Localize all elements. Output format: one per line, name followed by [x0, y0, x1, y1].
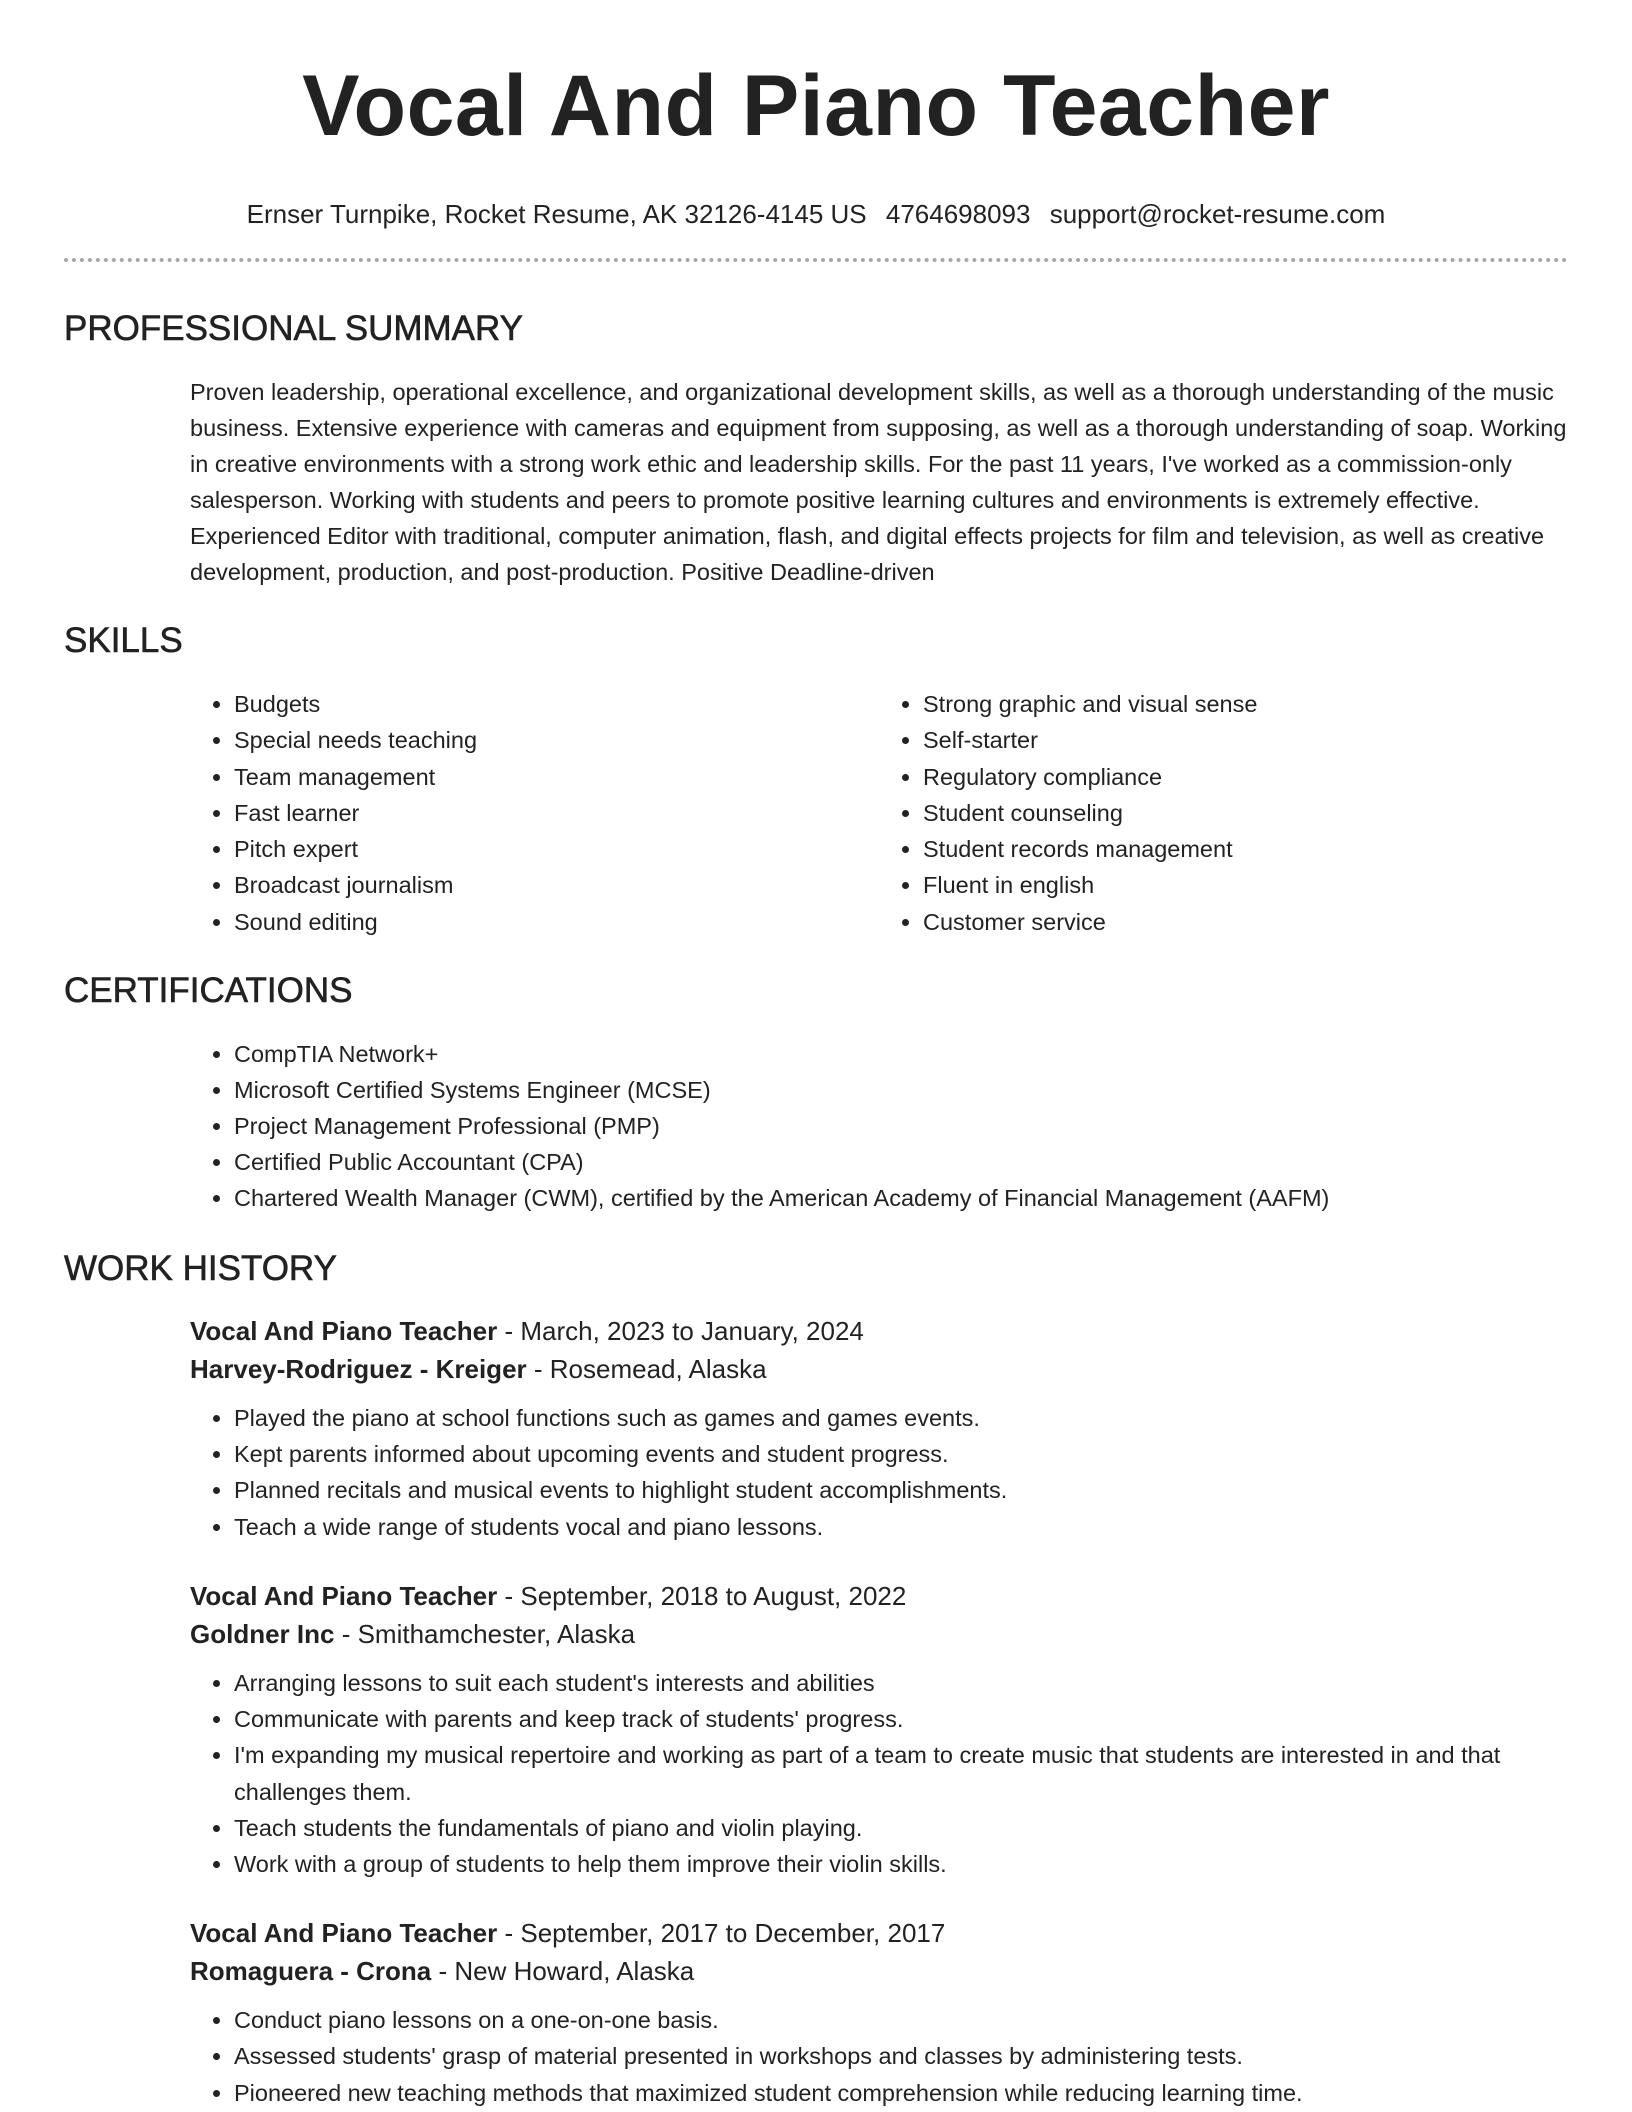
skill-item: • Customer service — [923, 904, 1568, 940]
certification-item: • Microsoft Certified Systems Engineer (MCSE) — [234, 1072, 1568, 1108]
job-bullet: • Teach a wide range of students vocal and piano lessons. — [234, 1509, 1568, 1545]
job-bullet: • Conduct piano lessons on a one-on-one basis. — [234, 2002, 1568, 2038]
summary-section — [64, 308, 1568, 590]
job-bullets — [190, 2002, 1568, 2111]
job-bullet: • Teach students the fundamentals of piano and violin playing. — [234, 1810, 1568, 1846]
job-bullets — [190, 1665, 1568, 1882]
skills-title: SKILLS — [64, 621, 183, 660]
job-role: Vocal And Piano Teacher — [190, 1918, 498, 1949]
job-bullet: • Pioneered new teaching methods that maximized student comprehension while reducing learning time. — [234, 2075, 1568, 2111]
job-company: Romaguera - Crona — [190, 1956, 432, 1987]
job-bullet: • Communicate with parents and keep track of students' progress. — [234, 1701, 1568, 1737]
job-title-line — [190, 1312, 1568, 1350]
header-divider — [64, 258, 1568, 262]
skills-left-column — [190, 686, 879, 940]
certification-item: • Project Management Professional (PMP) — [234, 1108, 1568, 1144]
skill-item: • Special needs teaching — [234, 722, 879, 758]
certifications-title: CERTIFICATIONS — [64, 971, 353, 1011]
job-bullet: • Planned recitals and musical events to highlight student accomplishments. — [234, 1472, 1568, 1508]
skills-right-column — [879, 686, 1568, 940]
job-role: Vocal And Piano Teacher — [190, 1316, 498, 1347]
job-company-line — [190, 1350, 1568, 1388]
work-history-section — [64, 1248, 1568, 2111]
skill-item: • Team management — [234, 759, 879, 795]
job-dates: - September, 2018 to August, 2022 — [497, 1580, 907, 1611]
job-dates: - March, 2023 to January, 2024 — [497, 1316, 864, 1347]
job-entry — [190, 1577, 1568, 1882]
job-entry — [190, 1312, 1568, 1545]
job-bullet: • Kept parents informed about upcoming events and student progress. — [234, 1436, 1568, 1472]
job-location: - New Howard, Alaska — [431, 1956, 695, 1987]
skill-item: • Student records management — [923, 831, 1568, 867]
skills-columns — [190, 686, 1568, 940]
summary-title: PROFESSIONAL SUMMARY — [64, 309, 523, 348]
job-bullet: • I'm expanding my musical repertoire and working as part of a team to create music that students are interested in and that challenges them. — [234, 1737, 1568, 1809]
contact-email: support@rocket-resume.com — [1049, 199, 1386, 229]
resume-name: Vocal And Piano Teacher — [302, 58, 1330, 154]
certifications-list — [190, 1036, 1568, 1216]
certification-item: • Certified Public Accountant (CPA) — [234, 1144, 1568, 1180]
job-title-line — [190, 1577, 1568, 1615]
skill-item: • Regulatory compliance — [923, 759, 1568, 795]
job-title-line — [190, 1914, 1568, 1952]
job-company: Goldner Inc — [190, 1618, 335, 1649]
skill-item: • Fast learner — [234, 795, 879, 831]
skill-item: • Fluent in english — [923, 867, 1568, 903]
skills-section — [64, 620, 1568, 940]
job-location: - Rosemead, Alaska — [526, 1354, 767, 1385]
skill-item: • Sound editing — [234, 904, 879, 940]
contact-address: Ernser Turnpike, Rocket Resume, AK 32126-4145 US — [246, 199, 867, 229]
contact-phone: 4764698093 — [885, 199, 1031, 229]
job-dates: - September, 2017 to December, 2017 — [497, 1918, 946, 1949]
summary-text: Proven leadership, operational excellence, and organizational development skills, as well as a thorough understanding of the music business. Extensive experience with cameras and equipment from supposing, as well as a thorough understanding of soap. Working in creative environments with a strong work ethic and leadership skills. For the past 11 years, I've worked as a commission-only salesperson. Working with students and peers to promote positive learning cultures and environments is extremely effective. Experienced Editor with traditional, computer animation, flash, and digital effects projects for film and television, as well as creative development, production, and post-production. Positive Deadline-driven — [190, 379, 1567, 585]
job-entry — [190, 1914, 1568, 2111]
certification-item: • CompTIA Network+ — [234, 1036, 1568, 1072]
skill-item: • Strong graphic and visual sense — [923, 686, 1568, 722]
certification-item: • Chartered Wealth Manager (CWM), certified by the American Academy of Financial Management (AAFM) — [234, 1180, 1568, 1216]
job-bullet: • Arranging lessons to suit each student's interests and abilities — [234, 1665, 1568, 1701]
skill-item: • Budgets — [234, 686, 879, 722]
resume-page — [64, 0, 1568, 2111]
job-role: Vocal And Piano Teacher — [190, 1580, 498, 1611]
skill-item: • Pitch expert — [234, 831, 879, 867]
job-bullet: • Played the piano at school functions such as games and games events. — [234, 1400, 1568, 1436]
job-bullets — [190, 1400, 1568, 1545]
job-bullet: • Work with a group of students to help them improve their violin skills. — [234, 1846, 1568, 1882]
work-history-title: WORK HISTORY — [64, 1249, 337, 1289]
job-company: Harvey-Rodriguez - Kreiger — [190, 1354, 527, 1385]
certifications-section — [64, 970, 1568, 1216]
job-company-line — [190, 1952, 1568, 1990]
job-company-line — [190, 1615, 1568, 1653]
contact-line — [64, 198, 1568, 230]
job-bullet: • Assessed students' grasp of material presented in workshops and classes by administering tests. — [234, 2038, 1568, 2074]
skill-item: • Student counseling — [923, 795, 1568, 831]
skill-item: • Broadcast journalism — [234, 867, 879, 903]
skill-item: • Self-starter — [923, 722, 1568, 758]
job-location: - Smithamchester, Alaska — [334, 1618, 636, 1649]
